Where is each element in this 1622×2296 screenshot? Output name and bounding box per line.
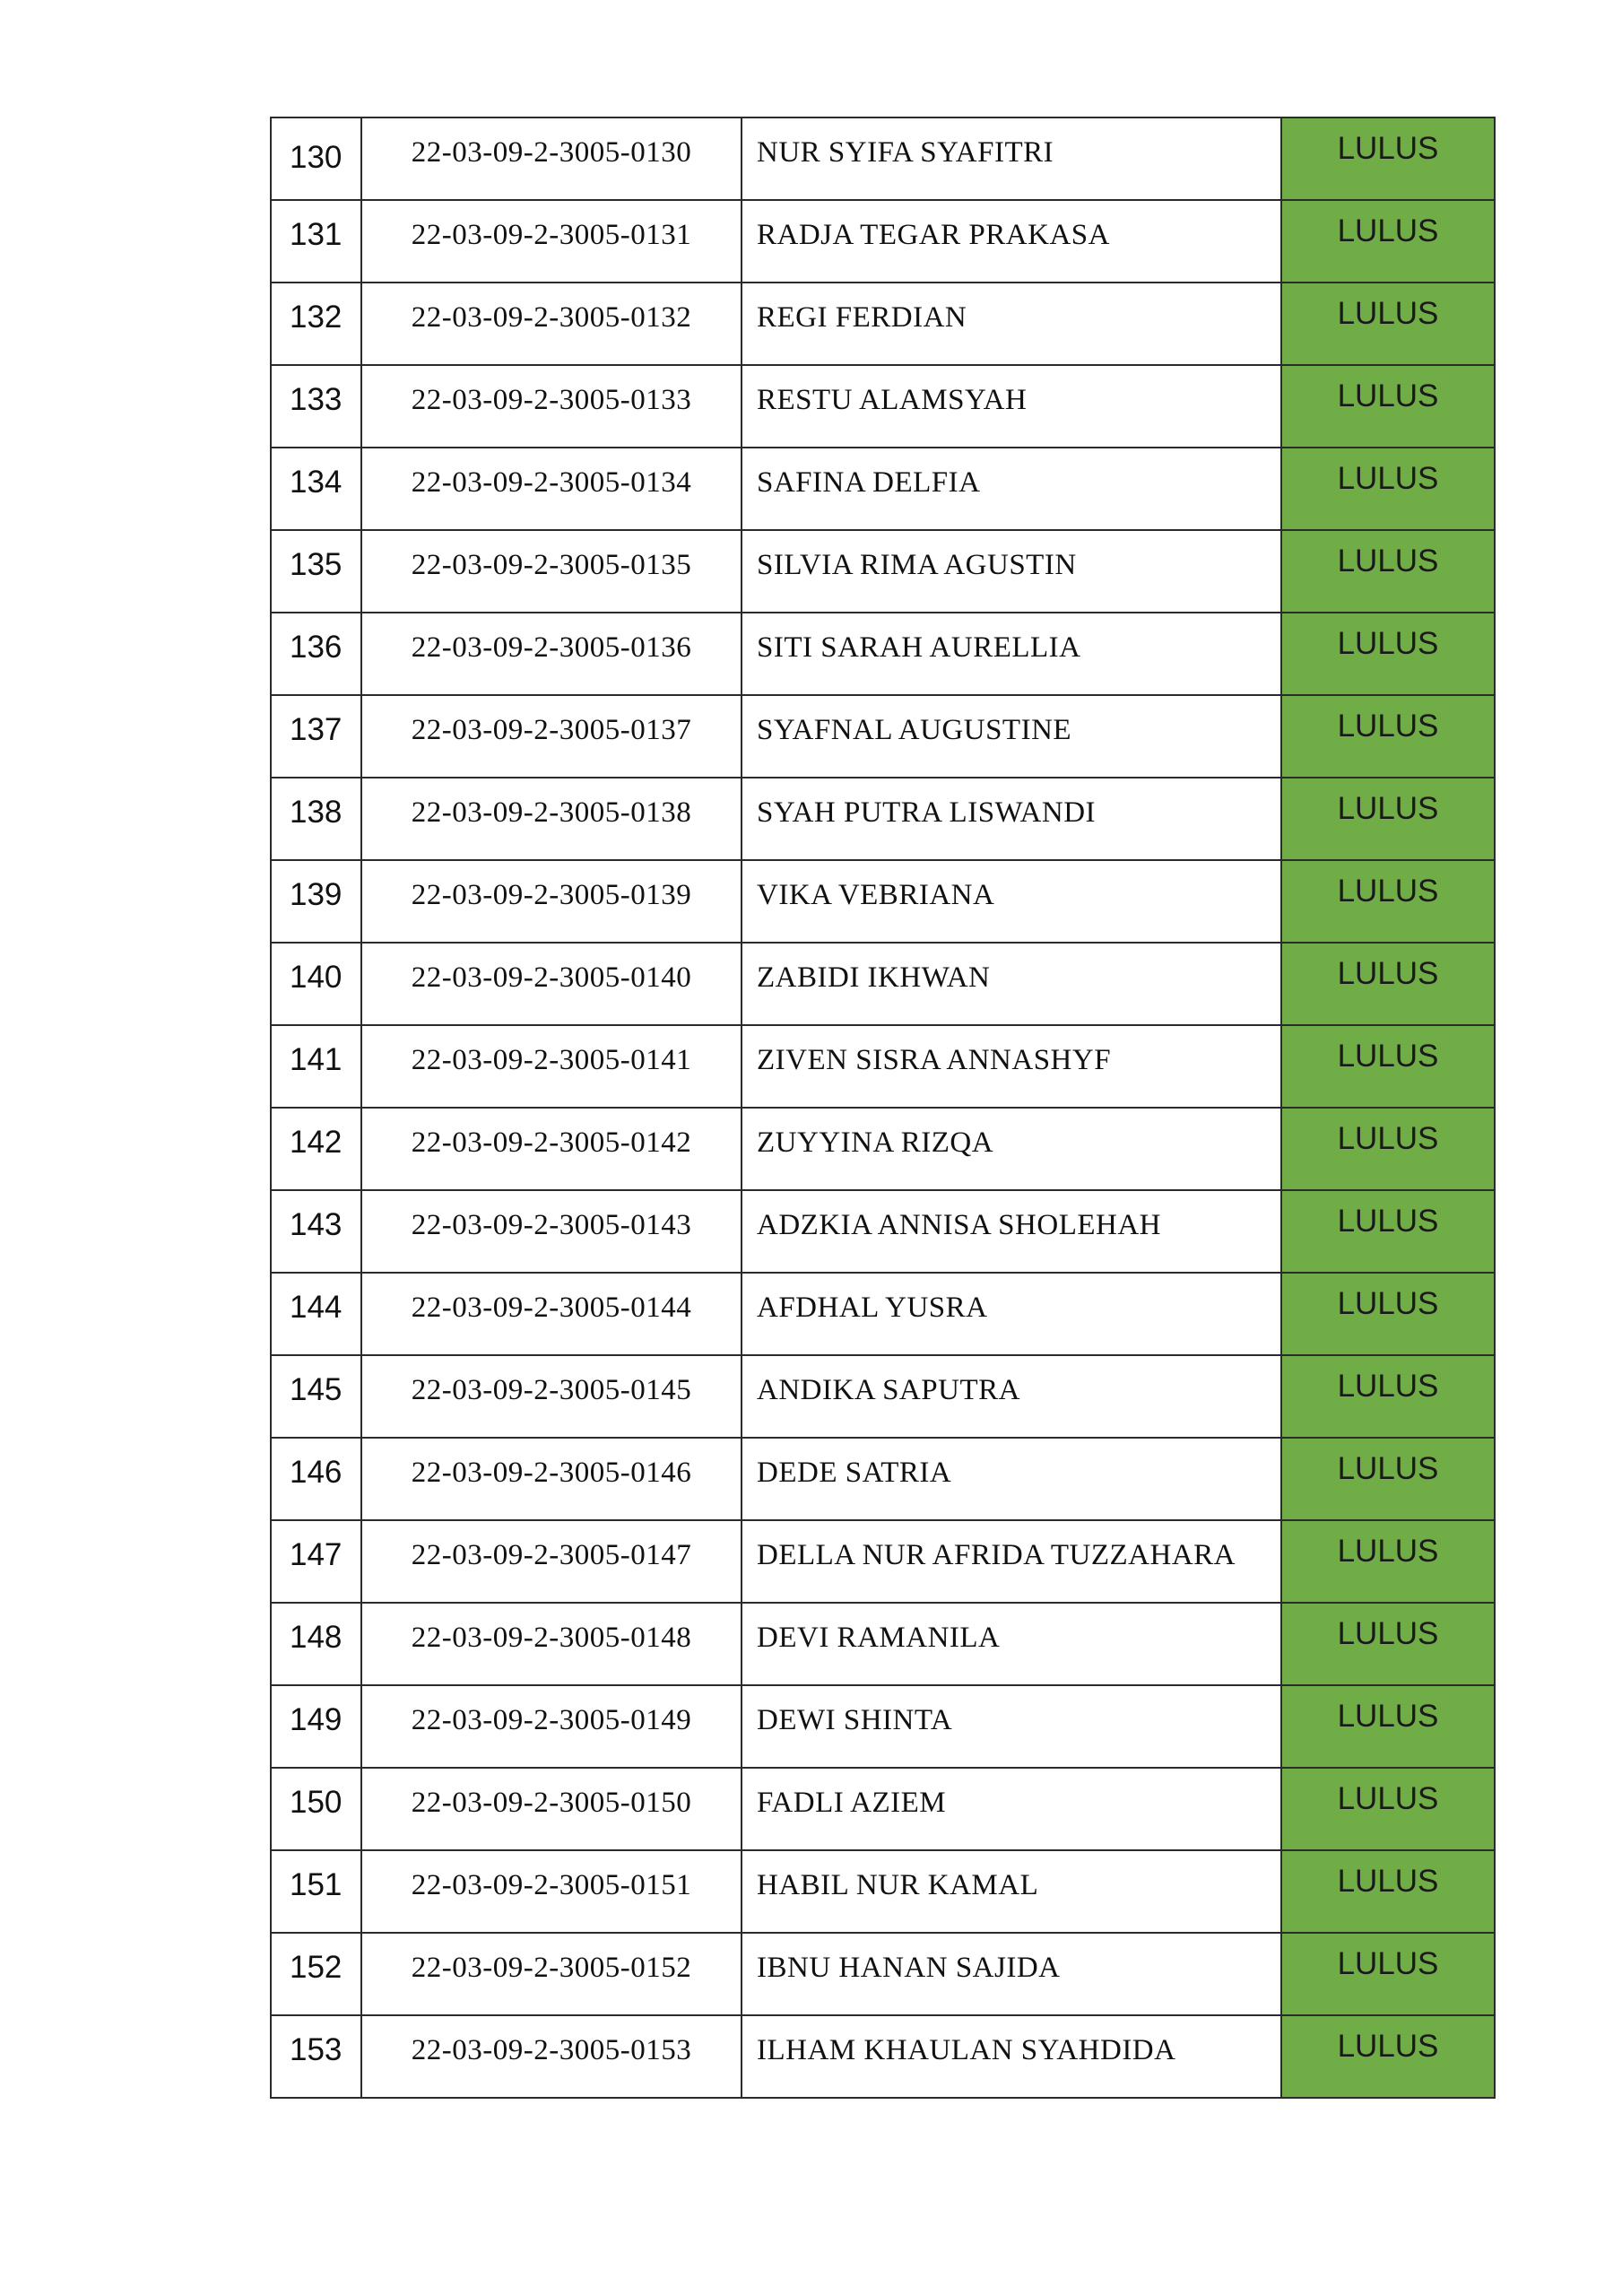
row-number-cell: 149 (271, 1685, 361, 1768)
row-number-cell: 145 (271, 1355, 361, 1438)
participant-name-cell: HABIL NUR KAMAL (742, 1850, 1281, 1933)
table-row (271, 943, 1495, 1025)
status-cell: LULUS (1281, 695, 1495, 778)
table-row (271, 200, 1495, 283)
row-number-cell: 132 (271, 283, 361, 365)
participant-id-cell: 22-03-09-2-3005-0139 (361, 860, 742, 943)
participant-name-cell: SYAH PUTRA LISWANDI (742, 778, 1281, 860)
participant-id-cell: 22-03-09-2-3005-0141 (361, 1025, 742, 1108)
status-cell: LULUS (1281, 448, 1495, 530)
table-row (271, 1520, 1495, 1603)
participant-name-cell: DEWI SHINTA (742, 1685, 1281, 1768)
participant-id-cell: 22-03-09-2-3005-0153 (361, 2015, 742, 2098)
row-number-cell: 131 (271, 200, 361, 283)
table-row (271, 2015, 1495, 2098)
participant-name-cell: DELLA NUR AFRIDA TUZZAHARA (742, 1520, 1281, 1603)
row-number-cell: 151 (271, 1850, 361, 1933)
row-number-cell: 139 (271, 860, 361, 943)
participant-name-cell: REGI FERDIAN (742, 283, 1281, 365)
status-cell: LULUS (1281, 1190, 1495, 1273)
table-row (271, 860, 1495, 943)
status-cell: LULUS (1281, 943, 1495, 1025)
status-cell: LULUS (1281, 1603, 1495, 1685)
table-row (271, 1438, 1495, 1520)
participant-id-cell: 22-03-09-2-3005-0148 (361, 1603, 742, 1685)
status-cell: LULUS (1281, 1273, 1495, 1355)
status-cell: LULUS (1281, 1768, 1495, 1850)
row-number-cell: 143 (271, 1190, 361, 1273)
participant-id-cell: 22-03-09-2-3005-0140 (361, 943, 742, 1025)
row-number-cell: 150 (271, 1768, 361, 1850)
participant-name-cell: ZIVEN SISRA ANNASHYF (742, 1025, 1281, 1108)
status-cell: LULUS (1281, 200, 1495, 283)
table-row (271, 1850, 1495, 1933)
table-row (271, 1025, 1495, 1108)
row-number-cell: 153 (271, 2015, 361, 2098)
participant-name-cell: SITI SARAH AURELLIA (742, 613, 1281, 695)
participant-name-cell: SYAFNAL AUGUSTINE (742, 695, 1281, 778)
participant-id-cell: 22-03-09-2-3005-0143 (361, 1190, 742, 1273)
participant-name-cell: SILVIA RIMA AGUSTIN (742, 530, 1281, 613)
participant-name-cell: ILHAM KHAULAN SYAHDIDA (742, 2015, 1281, 2098)
row-number-cell: 133 (271, 365, 361, 448)
participant-name-cell: ADZKIA ANNISA SHOLEHAH (742, 1190, 1281, 1273)
status-cell: LULUS (1281, 1438, 1495, 1520)
table-row (271, 448, 1495, 530)
table-row (271, 1768, 1495, 1850)
table-row (271, 778, 1495, 860)
table-row (271, 1685, 1495, 1768)
participant-name-cell: DEVI RAMANILA (742, 1603, 1281, 1685)
participant-id-cell: 22-03-09-2-3005-0136 (361, 613, 742, 695)
participant-name-cell: ZUYYINA RIZQA (742, 1108, 1281, 1190)
table-row (271, 117, 1495, 200)
status-cell: LULUS (1281, 613, 1495, 695)
row-number-cell: 138 (271, 778, 361, 860)
participant-name-cell: DEDE SATRIA (742, 1438, 1281, 1520)
table-body (271, 117, 1495, 2098)
table-row (271, 1355, 1495, 1438)
participant-id-cell: 22-03-09-2-3005-0145 (361, 1355, 742, 1438)
row-number-cell: 130 (271, 117, 361, 200)
participant-name-cell: IBNU HANAN SAJIDA (742, 1933, 1281, 2015)
row-number-cell: 148 (271, 1603, 361, 1685)
row-number-cell: 140 (271, 943, 361, 1025)
row-number-cell: 142 (271, 1108, 361, 1190)
participant-id-cell: 22-03-09-2-3005-0137 (361, 695, 742, 778)
participant-id-cell: 22-03-09-2-3005-0144 (361, 1273, 742, 1355)
participant-id-cell: 22-03-09-2-3005-0149 (361, 1685, 742, 1768)
participant-name-cell: ZABIDI IKHWAN (742, 943, 1281, 1025)
table-row (271, 283, 1495, 365)
row-number-cell: 135 (271, 530, 361, 613)
table-row (271, 1190, 1495, 1273)
status-cell: LULUS (1281, 1520, 1495, 1603)
graduation-results-table (270, 117, 1496, 2099)
status-cell: LULUS (1281, 1108, 1495, 1190)
table-row (271, 530, 1495, 613)
status-cell: LULUS (1281, 2015, 1495, 2098)
status-cell: LULUS (1281, 778, 1495, 860)
participant-name-cell: SAFINA DELFIA (742, 448, 1281, 530)
status-cell: LULUS (1281, 1025, 1495, 1108)
participant-name-cell: NUR SYIFA SYAFITRI (742, 117, 1281, 200)
table-row (271, 695, 1495, 778)
participant-id-cell: 22-03-09-2-3005-0142 (361, 1108, 742, 1190)
row-number-cell: 146 (271, 1438, 361, 1520)
participant-name-cell: ANDIKA SAPUTRA (742, 1355, 1281, 1438)
participant-name-cell: RADJA TEGAR PRAKASA (742, 200, 1281, 283)
participant-id-cell: 22-03-09-2-3005-0147 (361, 1520, 742, 1603)
status-cell: LULUS (1281, 283, 1495, 365)
row-number-cell: 137 (271, 695, 361, 778)
row-number-cell: 136 (271, 613, 361, 695)
status-cell: LULUS (1281, 117, 1495, 200)
table-row (271, 1603, 1495, 1685)
participant-name-cell: RESTU ALAMSYAH (742, 365, 1281, 448)
participant-id-cell: 22-03-09-2-3005-0152 (361, 1933, 742, 2015)
participant-id-cell: 22-03-09-2-3005-0132 (361, 283, 742, 365)
status-cell: LULUS (1281, 1933, 1495, 2015)
status-cell: LULUS (1281, 365, 1495, 448)
participant-name-cell: VIKA VEBRIANA (742, 860, 1281, 943)
table-row (271, 1933, 1495, 2015)
participant-id-cell: 22-03-09-2-3005-0133 (361, 365, 742, 448)
status-cell: LULUS (1281, 1355, 1495, 1438)
participant-id-cell: 22-03-09-2-3005-0146 (361, 1438, 742, 1520)
participant-id-cell: 22-03-09-2-3005-0150 (361, 1768, 742, 1850)
participant-id-cell: 22-03-09-2-3005-0131 (361, 200, 742, 283)
table-row (271, 365, 1495, 448)
row-number-cell: 134 (271, 448, 361, 530)
status-cell: LULUS (1281, 530, 1495, 613)
participant-id-cell: 22-03-09-2-3005-0135 (361, 530, 742, 613)
participant-id-cell: 22-03-09-2-3005-0151 (361, 1850, 742, 1933)
participant-id-cell: 22-03-09-2-3005-0138 (361, 778, 742, 860)
row-number-cell: 141 (271, 1025, 361, 1108)
table-row (271, 1273, 1495, 1355)
participant-name-cell: AFDHAL YUSRA (742, 1273, 1281, 1355)
row-number-cell: 152 (271, 1933, 361, 2015)
participant-name-cell: FADLI AZIEM (742, 1768, 1281, 1850)
table-row (271, 1108, 1495, 1190)
table-row (271, 613, 1495, 695)
row-number-cell: 144 (271, 1273, 361, 1355)
status-cell: LULUS (1281, 1850, 1495, 1933)
row-number-cell: 147 (271, 1520, 361, 1603)
status-cell: LULUS (1281, 1685, 1495, 1768)
participant-id-cell: 22-03-09-2-3005-0130 (361, 117, 742, 200)
status-cell: LULUS (1281, 860, 1495, 943)
participant-id-cell: 22-03-09-2-3005-0134 (361, 448, 742, 530)
